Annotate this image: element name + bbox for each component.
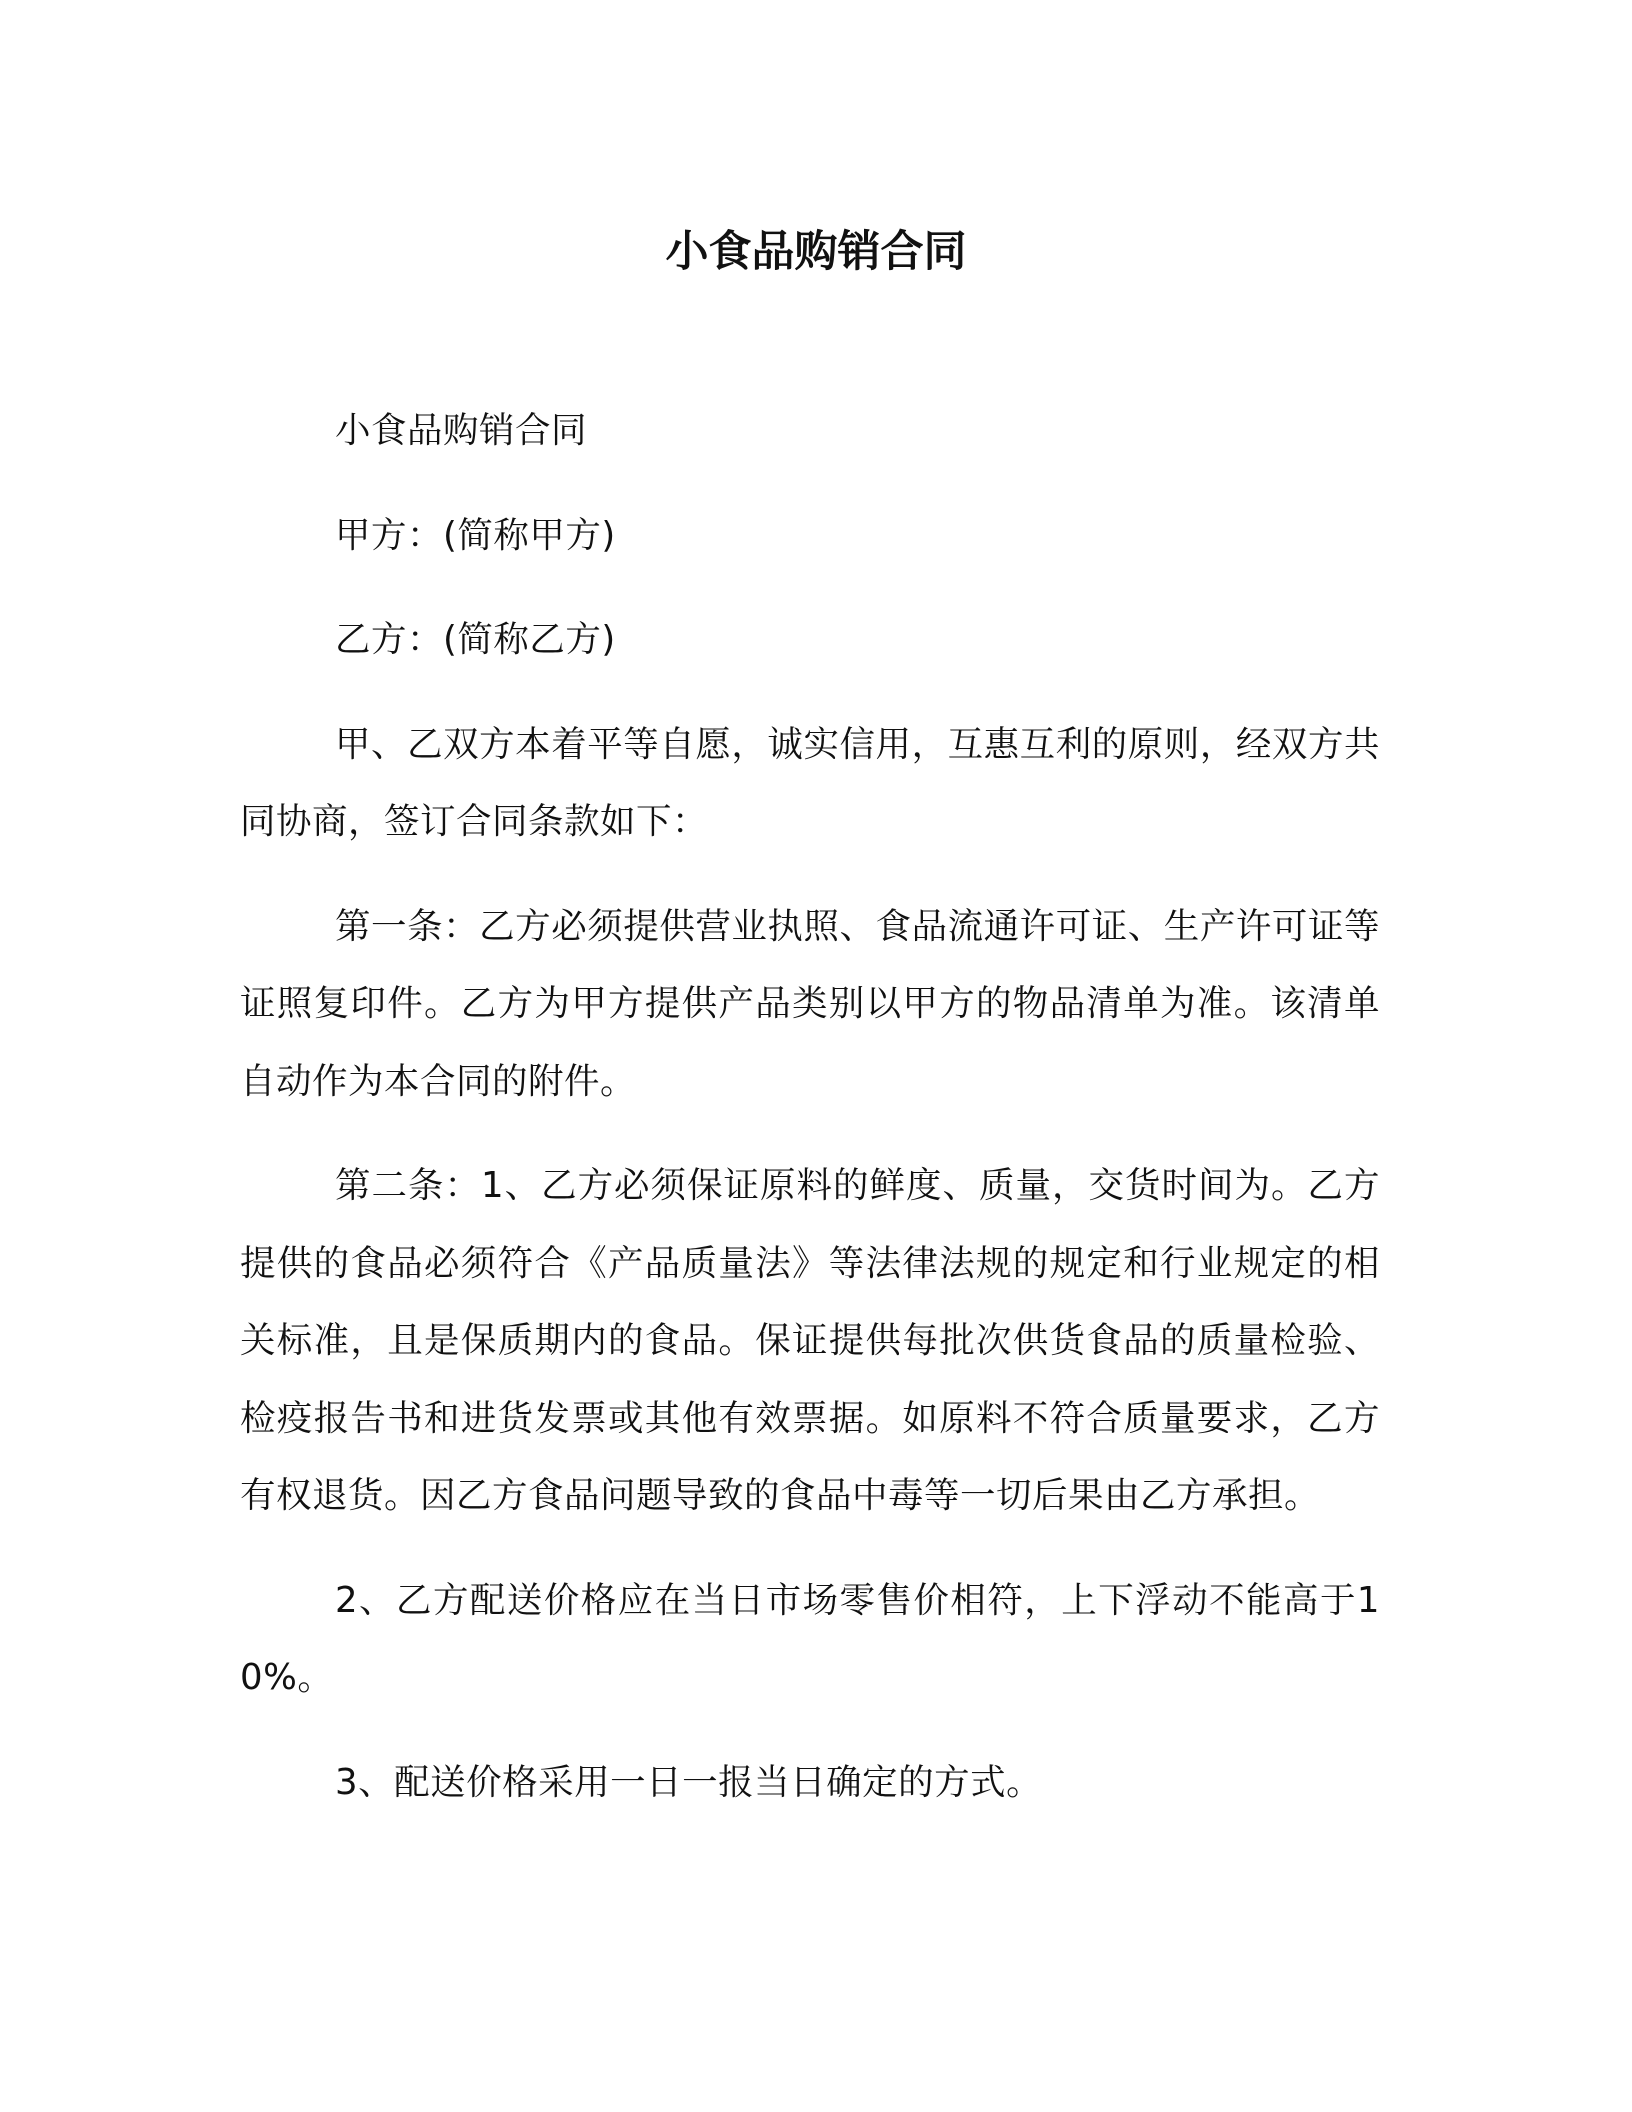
paragraph-preamble: 甲、乙双方本着平等自愿，诚实信用，互惠互利的原则，经双方共同协商，签订合同条款如下： (240, 723, 1380, 842)
paragraph-party-a: 甲方：(简称甲方) (335, 514, 616, 556)
paragraph-article-2-item-3: 3、配送价格采用一日一报当日确定的方式。 (335, 1761, 1043, 1803)
paragraph-article-2-item-1: 第二条：1、乙方必须保证原料的鲜度、质量，交货时间为。乙方提供的食品必须符合《产品质量法》等法律法规的规定和行业规定的相关标准，且是保质期内的食品。保证提供每批次供货食品的质量检验、检疫报告书和进货发票或其他有效票据。如原料不符合质量要求，乙方有权退货。因乙方食品问题导致的食品中毒等一切后果由乙方承担。 (240, 1165, 1380, 1516)
document-body (240, 392, 1380, 1848)
paragraph-article-2-item-2: 2、乙方配送价格应在当日市场零售价相符，上下浮动不能高于10%。 (240, 1579, 1380, 1698)
document-title: 小食品购销合同 (665, 227, 967, 277)
paragraph-party-b: 乙方：(简称乙方) (335, 619, 616, 660)
paragraph-article-1: 第一条：乙方必须提供营业执照、食品流通许可证、生产许可证等证照复印件。乙方为甲方提供产品类别以甲方的物品清单为准。该清单自动作为本合同的附件。 (240, 905, 1380, 1102)
paragraph-heading: 小食品购销合同 (335, 410, 588, 451)
